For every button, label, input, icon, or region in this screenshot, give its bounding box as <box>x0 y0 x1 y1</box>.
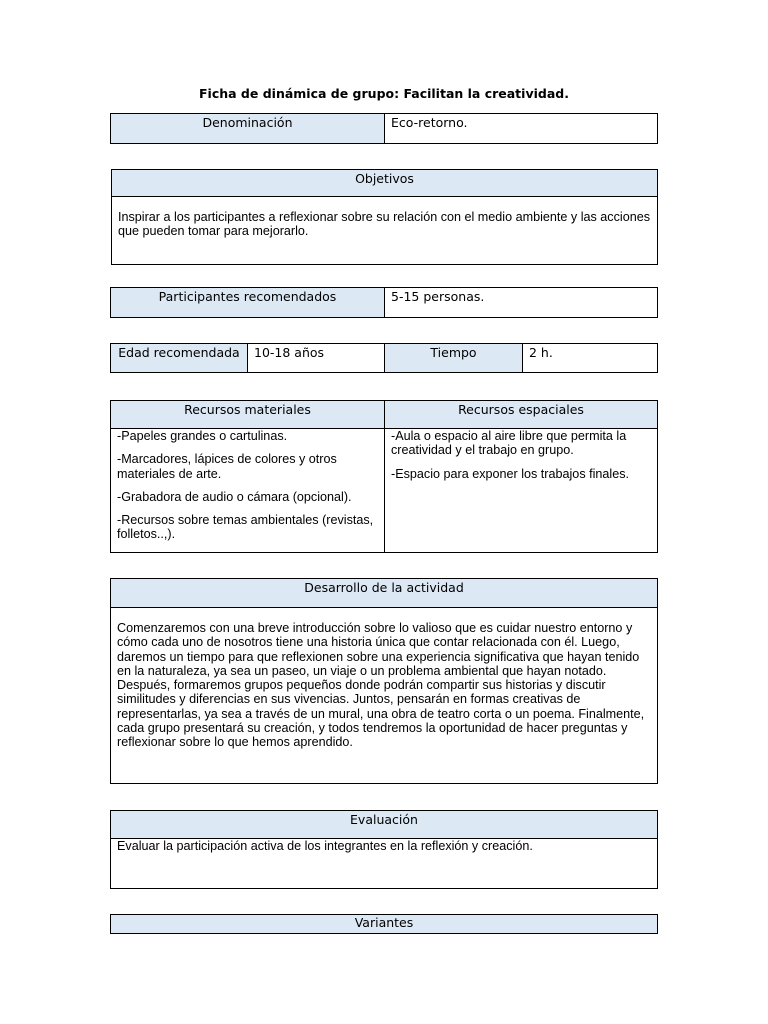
denominacion-table <box>110 113 658 144</box>
variantes-table <box>110 914 658 934</box>
participantes-label: Participantes recomendados <box>111 288 385 318</box>
objetivos-text-content: Inspirar a los participantes a reflexionar sobre su relación con el medio ambiente y las acciones que pueden tomar para mejorarlo. <box>118 210 651 239</box>
edad-value: 10-18 años <box>248 344 385 373</box>
document-title: Ficha de dinámica de grupo: Facilitan la creatividad. <box>199 86 569 101</box>
list-item: -Recursos sobre temas ambientales (revistas, folletos..,). <box>117 513 374 542</box>
list-item: -Aula o espacio al aire libre que permita la creatividad y el trabajo en grupo. <box>391 429 627 458</box>
denominacion-value: Eco-retorno. <box>385 114 658 144</box>
participantes-table <box>110 287 658 318</box>
evaluacion-label: Evaluación <box>111 811 658 839</box>
list-item: -Espacio para exponer los trabajos finales. <box>391 466 630 481</box>
evaluacion-text <box>111 839 658 889</box>
list-item: -Marcadores, lápices de colores y otros materiales de arte. <box>117 452 337 481</box>
desarrollo-label: Desarrollo de la actividad <box>111 579 658 608</box>
recursos-materiales-label: Recursos materiales <box>111 401 385 429</box>
desarrollo-table <box>110 578 658 784</box>
evaluacion-text-content: Evaluar la participación activa de los integrantes en la reflexión y creación. <box>117 839 533 853</box>
objetivos-label: Objetivos <box>112 170 658 197</box>
tiempo-label: Tiempo <box>385 344 523 373</box>
recursos-table <box>110 400 658 553</box>
tiempo-value: 2 h. <box>523 344 658 373</box>
recursos-espaciales-list <box>385 429 658 553</box>
list-item: -Grabadora de audio o cámara (opcional). <box>117 489 352 504</box>
denominacion-label: Denominación <box>111 114 385 144</box>
recursos-espaciales-label: Recursos espaciales <box>385 401 658 429</box>
evaluacion-table <box>110 810 658 889</box>
desarrollo-text <box>111 608 658 784</box>
variantes-label: Variantes <box>111 915 658 934</box>
edad-tiempo-table <box>110 343 658 373</box>
recursos-materiales-list <box>111 429 385 553</box>
participantes-value: 5-15 personas. <box>385 288 658 318</box>
objetivos-text <box>112 197 658 265</box>
objetivos-table <box>111 169 658 265</box>
desarrollo-text-content: Comenzaremos con una breve introducción sobre lo valioso que es cuidar nuestro entorno y cómo cada uno de nosotros tiene una historia única que contar relacionada con él. Luego, daremos un tiempo para que reflexionen sobre una experiencia significativa que hayan tenido en la naturaleza, ya sea un paseo, un viaje o un problema ambiental que hayan notado. Después, formaremos grupos pequeños donde podrán compartir sus historias y discutir similitudes y diferencias en sus vivencias. Juntos, pensarán en formas creativas de representarlas, ya sea a través de un mural, una obra de teatro corta o un poema. Finalmente, cada grupo presentará su creación, y todos tendremos la oportunidad de hacer preguntas y reflexionar sobre lo que hemos aprendido. <box>117 621 645 750</box>
list-item: -Papeles grandes o cartulinas. <box>117 429 288 443</box>
edad-label: Edad recomendada <box>111 344 248 373</box>
